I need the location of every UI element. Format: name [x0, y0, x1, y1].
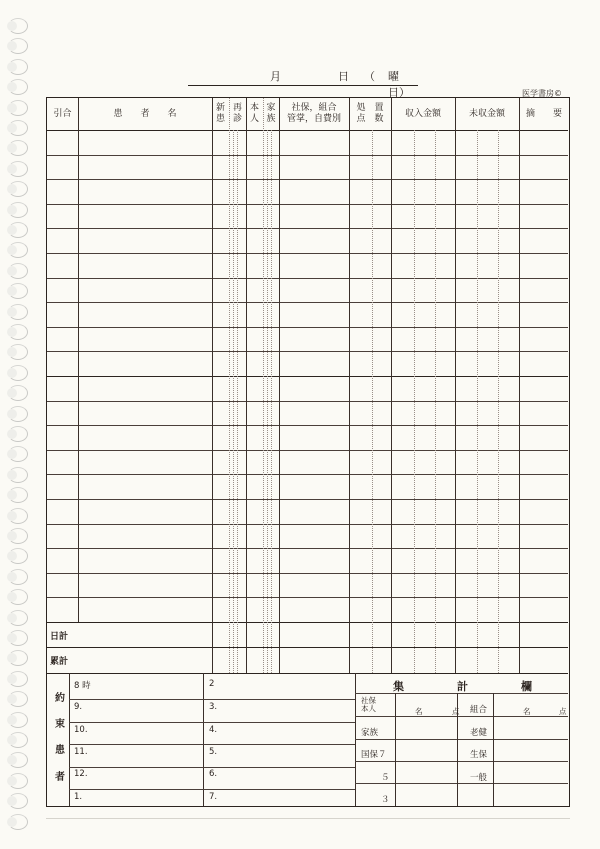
binding-hole — [8, 814, 28, 830]
month-label: 月 — [270, 70, 281, 83]
binding-hole — [8, 752, 28, 768]
col-family: 家 族 — [266, 103, 276, 124]
binding-hole — [8, 365, 28, 381]
row-rule — [47, 499, 568, 500]
binding-hole — [8, 548, 28, 564]
binding-hole — [8, 18, 28, 34]
sub-rule — [267, 130, 268, 673]
publisher-mark: 医学書房© — [522, 89, 562, 98]
sub-rule — [237, 130, 238, 673]
column-rule — [279, 98, 280, 673]
row-rule — [47, 622, 568, 623]
binding-hole — [8, 59, 28, 75]
sub-rule — [498, 130, 499, 673]
unit-point-2: 点 — [559, 707, 567, 716]
time-slot-12: 12. — [74, 769, 88, 779]
row-rule — [47, 474, 568, 475]
row-rule — [47, 450, 568, 451]
col-patient-name: 患 者 名 — [113, 108, 177, 119]
appointment-row-rule — [69, 699, 355, 700]
column-rule — [455, 98, 456, 673]
appointment-row-rule — [69, 789, 355, 790]
binding-hole — [8, 385, 28, 401]
kokuho-5-label: ５ — [381, 773, 390, 783]
unit-name-1: 名 — [415, 707, 423, 716]
binding-hole — [8, 528, 28, 544]
row-rule — [47, 155, 568, 156]
appointment-rule — [69, 673, 70, 806]
unit-name-2: 名 — [523, 707, 531, 716]
row-rule — [47, 573, 568, 574]
row-rule — [47, 376, 568, 377]
appointment-label-3: 患 — [55, 745, 65, 756]
binding-hole — [8, 324, 28, 340]
column-rule — [78, 98, 79, 622]
col-unpaid: 未収金額 — [468, 108, 505, 119]
column-rule — [391, 98, 392, 673]
binding-hole — [8, 79, 28, 95]
summary-title-2: 計 — [457, 680, 468, 693]
appointment-row-rule — [69, 722, 355, 723]
col-insurance-type: 社保，組合 管掌，自費別 — [286, 103, 341, 124]
binding-hole — [8, 610, 28, 626]
row-rule — [47, 425, 568, 426]
binding-hole — [8, 426, 28, 442]
row-rule — [47, 548, 568, 549]
col-self: 本 人 — [249, 103, 259, 124]
appointment-label-4: 者 — [55, 772, 65, 783]
column-rule — [349, 98, 350, 673]
column-rule — [263, 98, 264, 673]
sub-rule — [435, 130, 436, 673]
col-new-patient: 新 患 — [215, 103, 225, 124]
col-revisit: 再 診 — [232, 103, 242, 124]
time-slot-6: 6. — [209, 769, 218, 779]
appointment-row-rule — [69, 767, 355, 768]
col-hikiai: 引合 — [53, 108, 72, 119]
time-slot-10: 10. — [74, 725, 88, 735]
binding-hole — [8, 304, 28, 320]
appointment-label-2: 束 — [55, 719, 65, 730]
binding-holes — [8, 18, 30, 838]
time-slot-11: 11. — [74, 747, 88, 757]
kokuho-3-label: ３ — [381, 795, 390, 805]
roken-label: 老健 — [470, 728, 488, 738]
row-rule — [47, 302, 568, 303]
col-notes: 摘 要 — [525, 108, 562, 119]
binding-hole — [8, 630, 28, 646]
binding-hole — [8, 283, 28, 299]
binding-hole — [8, 100, 28, 116]
binding-hole — [8, 446, 28, 462]
binding-hole — [8, 202, 28, 218]
binding-hole — [8, 650, 28, 666]
sub-rule — [414, 130, 415, 673]
cumulative-total-label: 累計 — [50, 657, 69, 667]
summary-row-rule — [355, 716, 568, 717]
binding-hole — [8, 181, 28, 197]
binding-hole — [8, 671, 28, 687]
binding-hole — [8, 242, 28, 258]
appointment-rule — [203, 673, 204, 806]
sub-rule — [372, 130, 373, 673]
summary-row-rule — [355, 783, 568, 784]
page-bottom-rule — [46, 818, 570, 819]
binding-hole — [8, 406, 28, 422]
time-slot-4: 4. — [209, 725, 218, 735]
sub-rule — [271, 130, 272, 673]
row-rule — [47, 597, 568, 598]
summary-row-rule — [355, 739, 568, 740]
column-rule — [519, 98, 520, 673]
row-rule — [47, 351, 568, 352]
column-rule — [246, 98, 247, 673]
binding-hole — [8, 467, 28, 483]
row-rule — [47, 179, 568, 180]
row-rule — [47, 253, 568, 254]
time-slot-7: 7. — [209, 792, 218, 802]
kazoku-label: 家族 — [361, 728, 379, 738]
row-rule — [47, 278, 568, 279]
unit-point-1: 点 — [452, 707, 460, 716]
column-rule — [212, 98, 213, 673]
binding-hole — [8, 222, 28, 238]
time-slot-8: 8 時 — [74, 681, 91, 691]
ledger-table — [46, 97, 570, 807]
row-rule — [47, 228, 568, 229]
time-slot-3: 3. — [209, 702, 218, 712]
summary-title-3: 欄 — [521, 680, 532, 693]
sub-rule — [477, 130, 478, 673]
summary-column-rule — [395, 693, 396, 806]
shaho-self-label: 社保 本人 — [361, 696, 376, 713]
row-rule — [47, 524, 568, 525]
binding-hole — [8, 120, 28, 136]
daily-total-label: 日計 — [50, 632, 69, 642]
binding-hole — [8, 344, 28, 360]
row-rule — [47, 204, 568, 205]
kokuho-label: 国保７ — [361, 750, 387, 760]
seiho-label: 生保 — [470, 750, 488, 760]
weekday-label: 曜 日） — [388, 70, 410, 99]
row-rule — [47, 401, 568, 402]
time-slot-1: 1. — [74, 792, 83, 802]
binding-hole — [8, 773, 28, 789]
appointment-label-1: 約 — [55, 693, 65, 704]
binding-hole — [8, 508, 28, 524]
time-slot-9: 9. — [74, 702, 83, 712]
col-income: 収入金額 — [404, 108, 441, 119]
binding-hole — [8, 38, 28, 54]
binding-hole — [8, 793, 28, 809]
binding-hole — [8, 569, 28, 585]
binding-hole — [8, 263, 28, 279]
daily-total-rule — [47, 647, 568, 648]
binding-hole — [8, 161, 28, 177]
column-rule — [229, 98, 230, 673]
paren-open: （ — [364, 70, 375, 83]
ippan-label: 一般 — [470, 773, 488, 783]
date-header — [188, 66, 418, 99]
binding-hole — [8, 589, 28, 605]
sub-rule — [233, 130, 234, 673]
summary-column-rule — [493, 693, 494, 806]
header-rule — [47, 130, 568, 131]
col-treatment-points: 処 置 点 数 — [356, 103, 384, 124]
summary-title-1: 集 — [393, 680, 404, 693]
appointment-row-rule — [69, 744, 355, 745]
summary-row-rule — [355, 761, 568, 762]
binding-hole — [8, 712, 28, 728]
binding-hole — [8, 732, 28, 748]
binding-hole — [8, 140, 28, 156]
binding-hole — [8, 691, 28, 707]
kumiai-label: 組合 — [470, 705, 488, 715]
binding-hole — [8, 487, 28, 503]
day-label: 日 — [338, 70, 349, 83]
cumulative-total-rule — [47, 673, 568, 674]
time-slot-2: 2 — [209, 679, 215, 689]
time-slot-5: 5. — [209, 747, 218, 757]
row-rule — [47, 327, 568, 328]
